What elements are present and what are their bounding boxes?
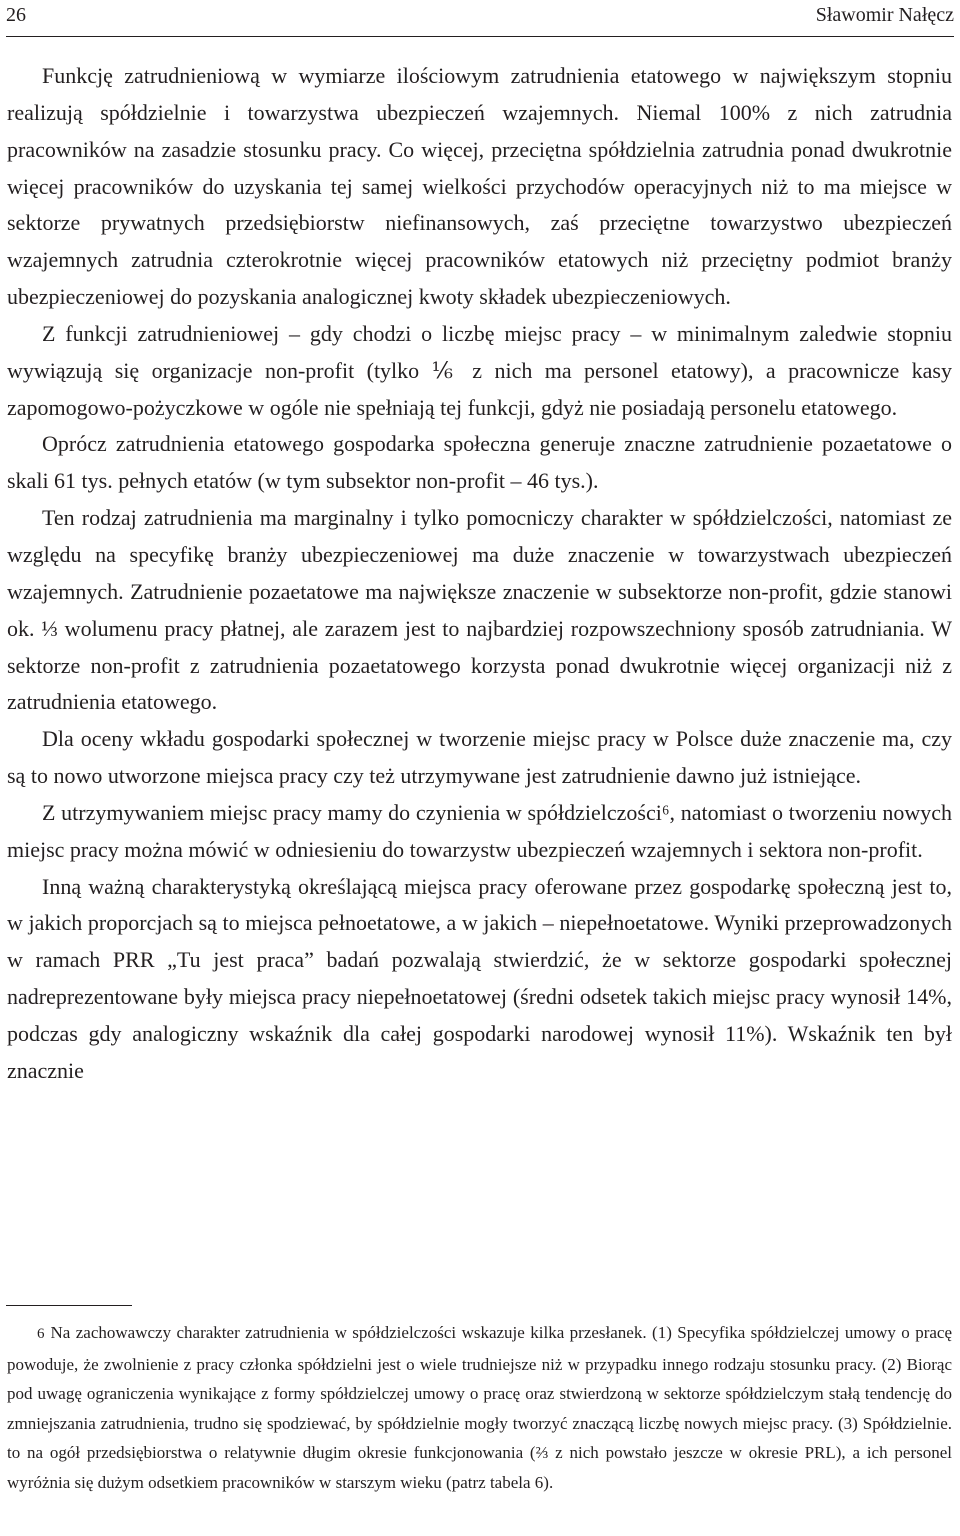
body-text: [7, 58, 952, 1090]
header-rule: [6, 36, 954, 37]
paragraph: Dla oceny wkładu gospodarki społecznej w tworzenie miejsc pracy w Polsce duże znaczenie ma, czy są to nowo utworzone miejsca pracy czy też utrzymywane jest zatrudnienie dawno już istniejące.: [7, 726, 952, 789]
paragraph: Funkcję zatrudnieniową w wymiarze ilościowym zatrudnienia etatowego w największym stopniu realizują spółdzielnie i towarzystwa ubezpieczeń wzajemnych. Niemal 100% z nich zatrudnia pracowników na zasadzie stosunku pracy. Co więcej, przeciętna spółdzielnia zatrudnia ponad dwukrotnie więcej pracowników do uzyskania tej samej wielkości przychodów operacyjnych niż to ma miejsce w sektorze prywatnych przedsiębiorstw niefinansowych, zaś przeciętne towarzystwo ubezpieczeń wzajemnych zatrudnia czterokrotnie więcej pracowników etatowych niż przeciętny podmiot branży ubezpieczeniowej do pozyskania analogicznej kwoty składek ubezpieczeniowych.: [7, 63, 952, 310]
footnote-rule: [6, 1305, 132, 1306]
paragraph: Z utrzymywaniem miejsc pracy mamy do czynienia w spółdzielczości⁶, natomiast o tworzeniu nowych miejsc pracy można mówić w odniesieniu do towarzystw ubezpieczeń wzajemnych i sektora non-profit.: [7, 799, 952, 862]
running-head-author: Sławomir Nałęcz: [815, 4, 954, 26]
paragraph: Oprócz zatrudnienia etatowego gospodarka społeczna generuje znaczne zatrudnienie pozaetatowe o skali 61 tys. pełnych etatów (w tym subsektor non-profit – 46 tys.).: [7, 431, 952, 494]
running-head: [6, 4, 954, 34]
page-number: 26: [6, 4, 26, 26]
footnote-paragraph: [7, 1318, 952, 1498]
paragraph: Z funkcji zatrudnieniowej – gdy chodzi o liczbę miejsc pracy – w minimalnym zaledwie stopniu wywiązują się organizacje non-profit (tylko ⅙ z nich ma personel etatowy), a pracownicze kasy zapomogowo-pożyczkowe w ogóle nie spełniają tej funkcji, gdyż nie posiadają personelu etatowego.: [7, 320, 952, 420]
footnote-marker: 6: [37, 1326, 45, 1342]
footnote: [7, 1318, 952, 1498]
paragraph: Inną ważną charakterystyką określającą miejsca pracy oferowane przez gospodarkę społeczną jest to, w jakich proporcjach są to miejsca pełnoetatowe, a w jakich – niepełnoetatowe. Wyniki przeprowadzonych w ramach PRR „Tu jest praca” badań pozwalają stwierdzić, że w sektorze gospodarki społecznej nadreprezentowane były miejsca pracy niepełnoetatowej (średni odsetek takich miejsc pracy wynosił 14%, podczas gdy analogiczny wskaźnik dla całej gospodarki narodowej wynosił 11%). Wskaźnik ten był znacznie: [7, 873, 952, 1083]
footnote-text: Na zachowawczy charakter zatrudnienia w spółdzielczości wskazuje kilka przesłanek. (1) Specyfika spółdzielczej umowy o pracę powoduje, że zwolnienie z pracy członka spółdzielni jest o wiele trudniejsze niż w przypadku innego rodzaju stosunku pracy. (2) Biorąc pod uwagę ograniczenia wynikające z formy spółdzielczej umowy o pracę oraz stwierdzoną w sektorze spółdzielczym stałą tendencję do zmniejszania zatrudnienia, trudno się spodziewać, by spółdzielnie mogły tworzyć znaczącą liczbę nowych miejsc pracy. (3) Spółdzielnie. to na ogół przedsiębiorstwa o relatywnie długim okresie funkcjonowania (⅔ z nich powstało jeszcze w okresie PRL), a ich personel wyróżnia się dużym odsetkiem pracowników w starszym wieku (patrz tabela 6).: [7, 1323, 952, 1492]
paragraph: Ten rodzaj zatrudnienia ma marginalny i tylko pomocniczy charakter w spółdzielczości, natomiast ze względu na specyfikę branży ubezpieczeniowej ma duże znaczenie w towarzystwach ubezpieczeń wzajemnych. Zatrudnienie pozaetatowe ma największe znaczenie w subsektorze non-profit, gdzie stanowi ok. ⅓ wolumenu pracy płatnej, ale zarazem jest to najbardziej rozpowszechniony sposób zatrudniania. W sektorze non-profit z zatrudnienia pozaetatowego korzysta ponad dwukrotnie więcej organizacji niż z zatrudnienia etatowego.: [7, 505, 952, 715]
